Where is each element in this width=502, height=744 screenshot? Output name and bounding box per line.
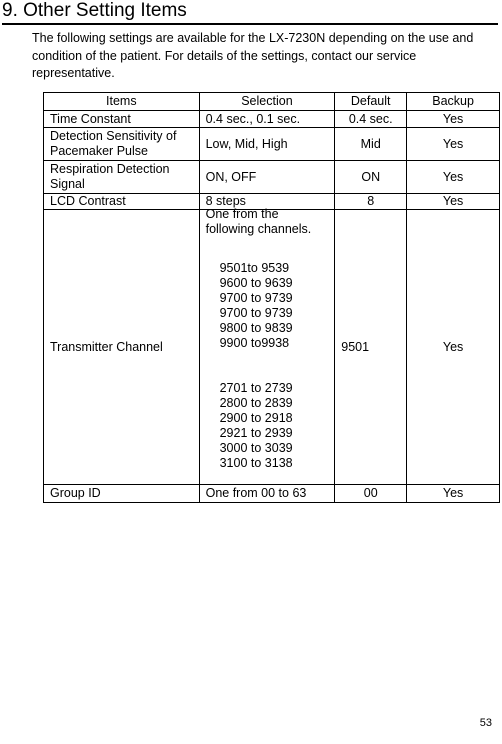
- row-default: 00: [335, 485, 407, 503]
- row-backup: Yes: [407, 485, 500, 503]
- table-row: [44, 485, 500, 503]
- row-selection: 8 steps: [199, 194, 335, 210]
- row-selection: Low, Mid, High: [199, 128, 335, 161]
- channel-range: 9700 to 9739: [219, 291, 293, 305]
- row-backup: Yes: [407, 161, 500, 194]
- row-selection: 0.4 sec., 0.1 sec.: [199, 111, 335, 128]
- row-default: Mid: [335, 128, 407, 161]
- header-items: Items: [44, 93, 200, 111]
- channel-range: 2701 to 2739: [219, 381, 293, 395]
- table-row: [44, 210, 500, 485]
- channel-list-b: [206, 381, 329, 471]
- row-item: Time Constant: [44, 111, 200, 128]
- row-item: LCD Contrast: [44, 194, 200, 210]
- row-default: 8: [335, 194, 407, 210]
- channel-range: 9600 to 9639: [219, 276, 293, 290]
- channel-range: 2921 to 2939: [219, 426, 293, 440]
- row-item: Group ID: [44, 485, 200, 503]
- header-backup: Backup: [407, 93, 500, 111]
- row-item: Transmitter Channel: [44, 210, 200, 485]
- channel-range: 9501to 9539: [219, 261, 290, 275]
- channel-range: 2900 to 2918: [219, 411, 293, 425]
- channel-list-a: [206, 261, 329, 351]
- section-heading: 9. Other Setting Items: [2, 0, 498, 25]
- channel-selection: [199, 207, 335, 485]
- channel-range: 9700 to 9739: [219, 306, 293, 320]
- settings-table: [43, 92, 500, 503]
- channel-intro: One from the following channels.: [205, 207, 312, 236]
- channel-range: 9800 to 9839: [219, 321, 293, 335]
- table-row: [44, 128, 500, 161]
- row-backup: Yes: [407, 194, 500, 210]
- row-backup: Yes: [407, 111, 500, 128]
- row-selection: One from 00 to 63: [199, 485, 335, 503]
- row-default: ON: [335, 161, 407, 194]
- table-row: [44, 161, 500, 194]
- header-default: Default: [335, 93, 407, 111]
- row-backup: Yes: [407, 210, 500, 485]
- row-backup: Yes: [407, 128, 500, 161]
- row-selection: ON, OFF: [199, 161, 335, 194]
- channel-range: 2800 to 2839: [219, 396, 293, 410]
- row-default: 0.4 sec.: [335, 111, 407, 128]
- channel-range: 3100 to 3138: [219, 456, 293, 470]
- header-selection: Selection: [199, 93, 335, 111]
- row-item: Respiration Detection Signal: [44, 161, 200, 194]
- row-default: 9501: [335, 210, 407, 485]
- row-item: Detection Sensitivity of Pacemaker Pulse: [44, 128, 200, 161]
- page-number: 53: [479, 717, 492, 729]
- table-row: [44, 111, 500, 128]
- channel-range: 3000 to 3039: [219, 441, 293, 455]
- channel-range: 9900 to9938: [219, 336, 290, 350]
- intro-paragraph: The following settings are available for the LX-7230N depending on the use and condition of the patient. For details of the settings, contact our service representative.: [32, 31, 474, 80]
- table-header-row: [44, 93, 500, 111]
